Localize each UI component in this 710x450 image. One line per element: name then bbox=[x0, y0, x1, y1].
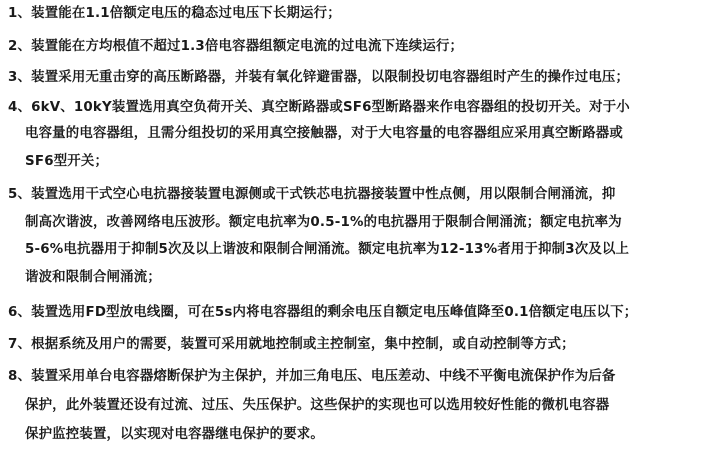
item-5-line-3: 5-6%电抗器用于抑制5次及以上谐波和限制合闸涌流。额定电抗率为12-13%者用于抑制3次及以上 bbox=[25, 242, 630, 257]
item-5-line-1: 5、装置选用干式空心电抗器接装置电源侧或干式铁芯电抗器接装置中性点侧，用以限制合闸涌流，抑 bbox=[8, 187, 616, 202]
item-6-line-1: 6、装置选用FD型放电线圈，可在5s内将电容器组的剩余电压自额定电压峰值降至0.1倍额定电压以下； bbox=[8, 305, 638, 320]
item-8-line-2: 保护，此外装置还设有过流、过压、失压保护。这些保护的实现也可以选用较好性能的微机电容器 bbox=[25, 398, 610, 413]
item-8-line-1: 8、装置采用单台电容器熔断保护为主保护，并加三角电压、电压差动、中线不平衡电流保护作为后备 bbox=[8, 369, 616, 384]
item-8-line-3: 保护监控装置，以实现对电容器继电保护的要求。 bbox=[25, 427, 324, 442]
item-5-line-4: 谐波和限制合闸涌流； bbox=[25, 270, 161, 285]
item-1-line-1: 1、装置能在1.1倍额定电压的稳态过电压下长期运行； bbox=[8, 6, 341, 21]
item-4-line-1: 4、6kV、10kY装置选用真空负荷开关、真空断路器或SF6型断路器来作电容器组的投切开关。对于小 bbox=[8, 100, 630, 115]
item-4-line-2: 电容量的电容器组，且需分组投切的采用真空接触器，对于大电容量的电容器组应采用真空断路器或 bbox=[25, 126, 623, 141]
item-4-line-3: SF6型开关； bbox=[25, 154, 109, 169]
item-5-line-2: 制高次谐波，改善网络电压波形。额定电抗率为0.5-1%的电抗器用于限制合闸涌流；额定电抗率为 bbox=[25, 215, 622, 230]
item-3-line-1: 3、装置采用无重击穿的高压断路器，并装有氧化锌避雷器，以限制投切电容器组时产生的操作过电压； bbox=[8, 70, 630, 85]
item-2-line-1: 2、装置能在方均根值不超过1.3倍电容器组额定电流的过电流下连续运行； bbox=[8, 39, 464, 54]
item-7-line-1: 7、根据系统及用户的需要，装置可采用就地控制或主控制室，集中控制，或自动控制等方式； bbox=[8, 337, 575, 352]
